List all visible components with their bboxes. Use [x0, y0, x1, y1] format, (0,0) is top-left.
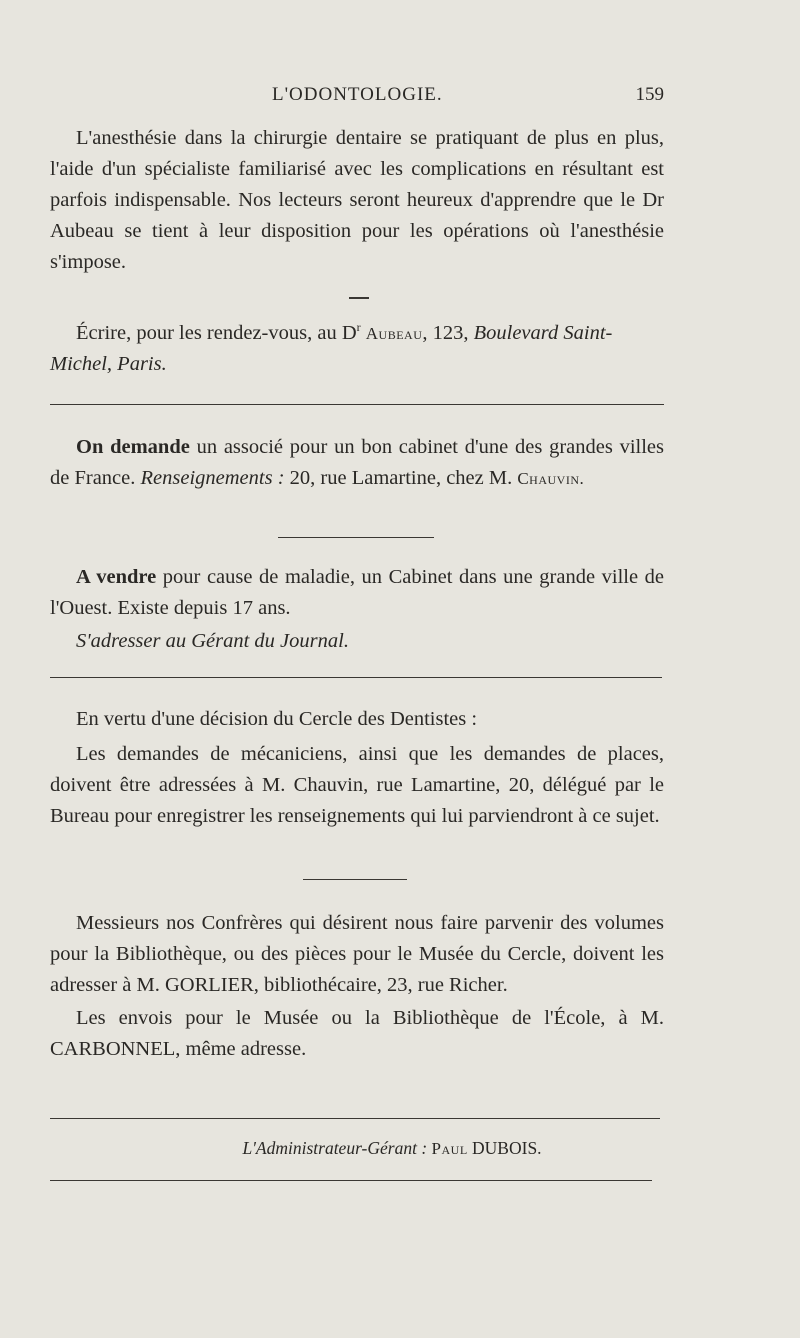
partner-wanted-notice	[50, 432, 664, 494]
partner-wanted-lead: On demande	[76, 436, 190, 458]
appointment-line	[50, 318, 664, 380]
library-notice	[50, 908, 664, 1065]
footer-name-last: DUBOIS.	[472, 1138, 542, 1158]
partner-wanted-info-text: 20, rue Lamartine, chez M.	[284, 467, 518, 489]
section-divider	[50, 677, 662, 678]
circle-decision-notice	[50, 704, 664, 832]
short-divider	[303, 879, 407, 880]
library-text-2: Les envois pour le Musée ou la Bibliothèque de l'École, à M. CARBONNEL, même adresse.	[50, 1007, 664, 1060]
running-title: L'ODONTOLOGIE.	[272, 84, 443, 105]
appointment-name: Aubeau	[365, 324, 423, 343]
short-separator	[349, 297, 369, 299]
footer-name-first: Paul	[431, 1139, 468, 1158]
appointment-prefix: Écrire, pour les rendez-vous, au D	[76, 322, 357, 344]
partner-wanted-contact: Chauvin.	[517, 469, 585, 488]
for-sale-contact: S'adresser au Gérant du Journal.	[76, 630, 349, 652]
circle-decision-text: Les demandes de mécaniciens, ainsi que les demandes de places, doivent être adressées à M. Chauvin, rue Lamartine, 20, délégué par le Bureau pour enregistrer les renseignements qui lui parviendront à ce sujet.	[50, 743, 664, 827]
for-sale-lead: A vendre	[76, 566, 157, 588]
for-sale-text: pour cause de maladie, un Cabinet dans une grande ville de l'Ouest. Existe depuis 17 ans.	[50, 566, 664, 619]
circle-decision-intro: En vertu d'une décision du Cercle des Dentistes :	[76, 708, 478, 730]
library-text-1: Messieurs nos Confrères qui désirent nous faire parvenir des volumes pour la Bibliothèque, ou des pièces pour le Musée du Cercle, doivent les adresser à M. GORLIER, bibliothécaire, 23, rue Richer.	[50, 912, 664, 996]
footer-label: L'Administrateur-Gérant :	[242, 1138, 428, 1158]
partner-wanted-info-label: Renseignements :	[140, 467, 285, 489]
appointment-sup: r	[356, 320, 361, 335]
page-header	[50, 84, 664, 114]
appointment-number: , 123,	[422, 322, 474, 344]
footer-rule	[50, 1180, 652, 1181]
anesthesia-paragraph: L'anesthésie dans la chirurgie dentaire se pratiquant de plus en plus, l'aide d'un spécialiste familiarisé avec les complications en résultant est parfois indispensable. Nos lecteurs seront heureux d'apprendre que le Dr Aubeau se tient à leur disposition pour les opérations où l'anesthésie s'impose.	[50, 127, 664, 273]
appointment-address: Boulevard Saint-Michel, Paris.	[50, 322, 613, 375]
page-number: 159	[635, 84, 664, 105]
short-divider	[278, 537, 434, 538]
section-divider	[50, 404, 664, 405]
anesthesia-notice	[50, 123, 664, 278]
partner-wanted-text: un associé pour un bon cabinet d'une des grandes villes de France.	[50, 436, 665, 489]
for-sale-notice	[50, 562, 664, 657]
section-divider	[50, 1118, 660, 1119]
footer-signature	[50, 1138, 664, 1159]
